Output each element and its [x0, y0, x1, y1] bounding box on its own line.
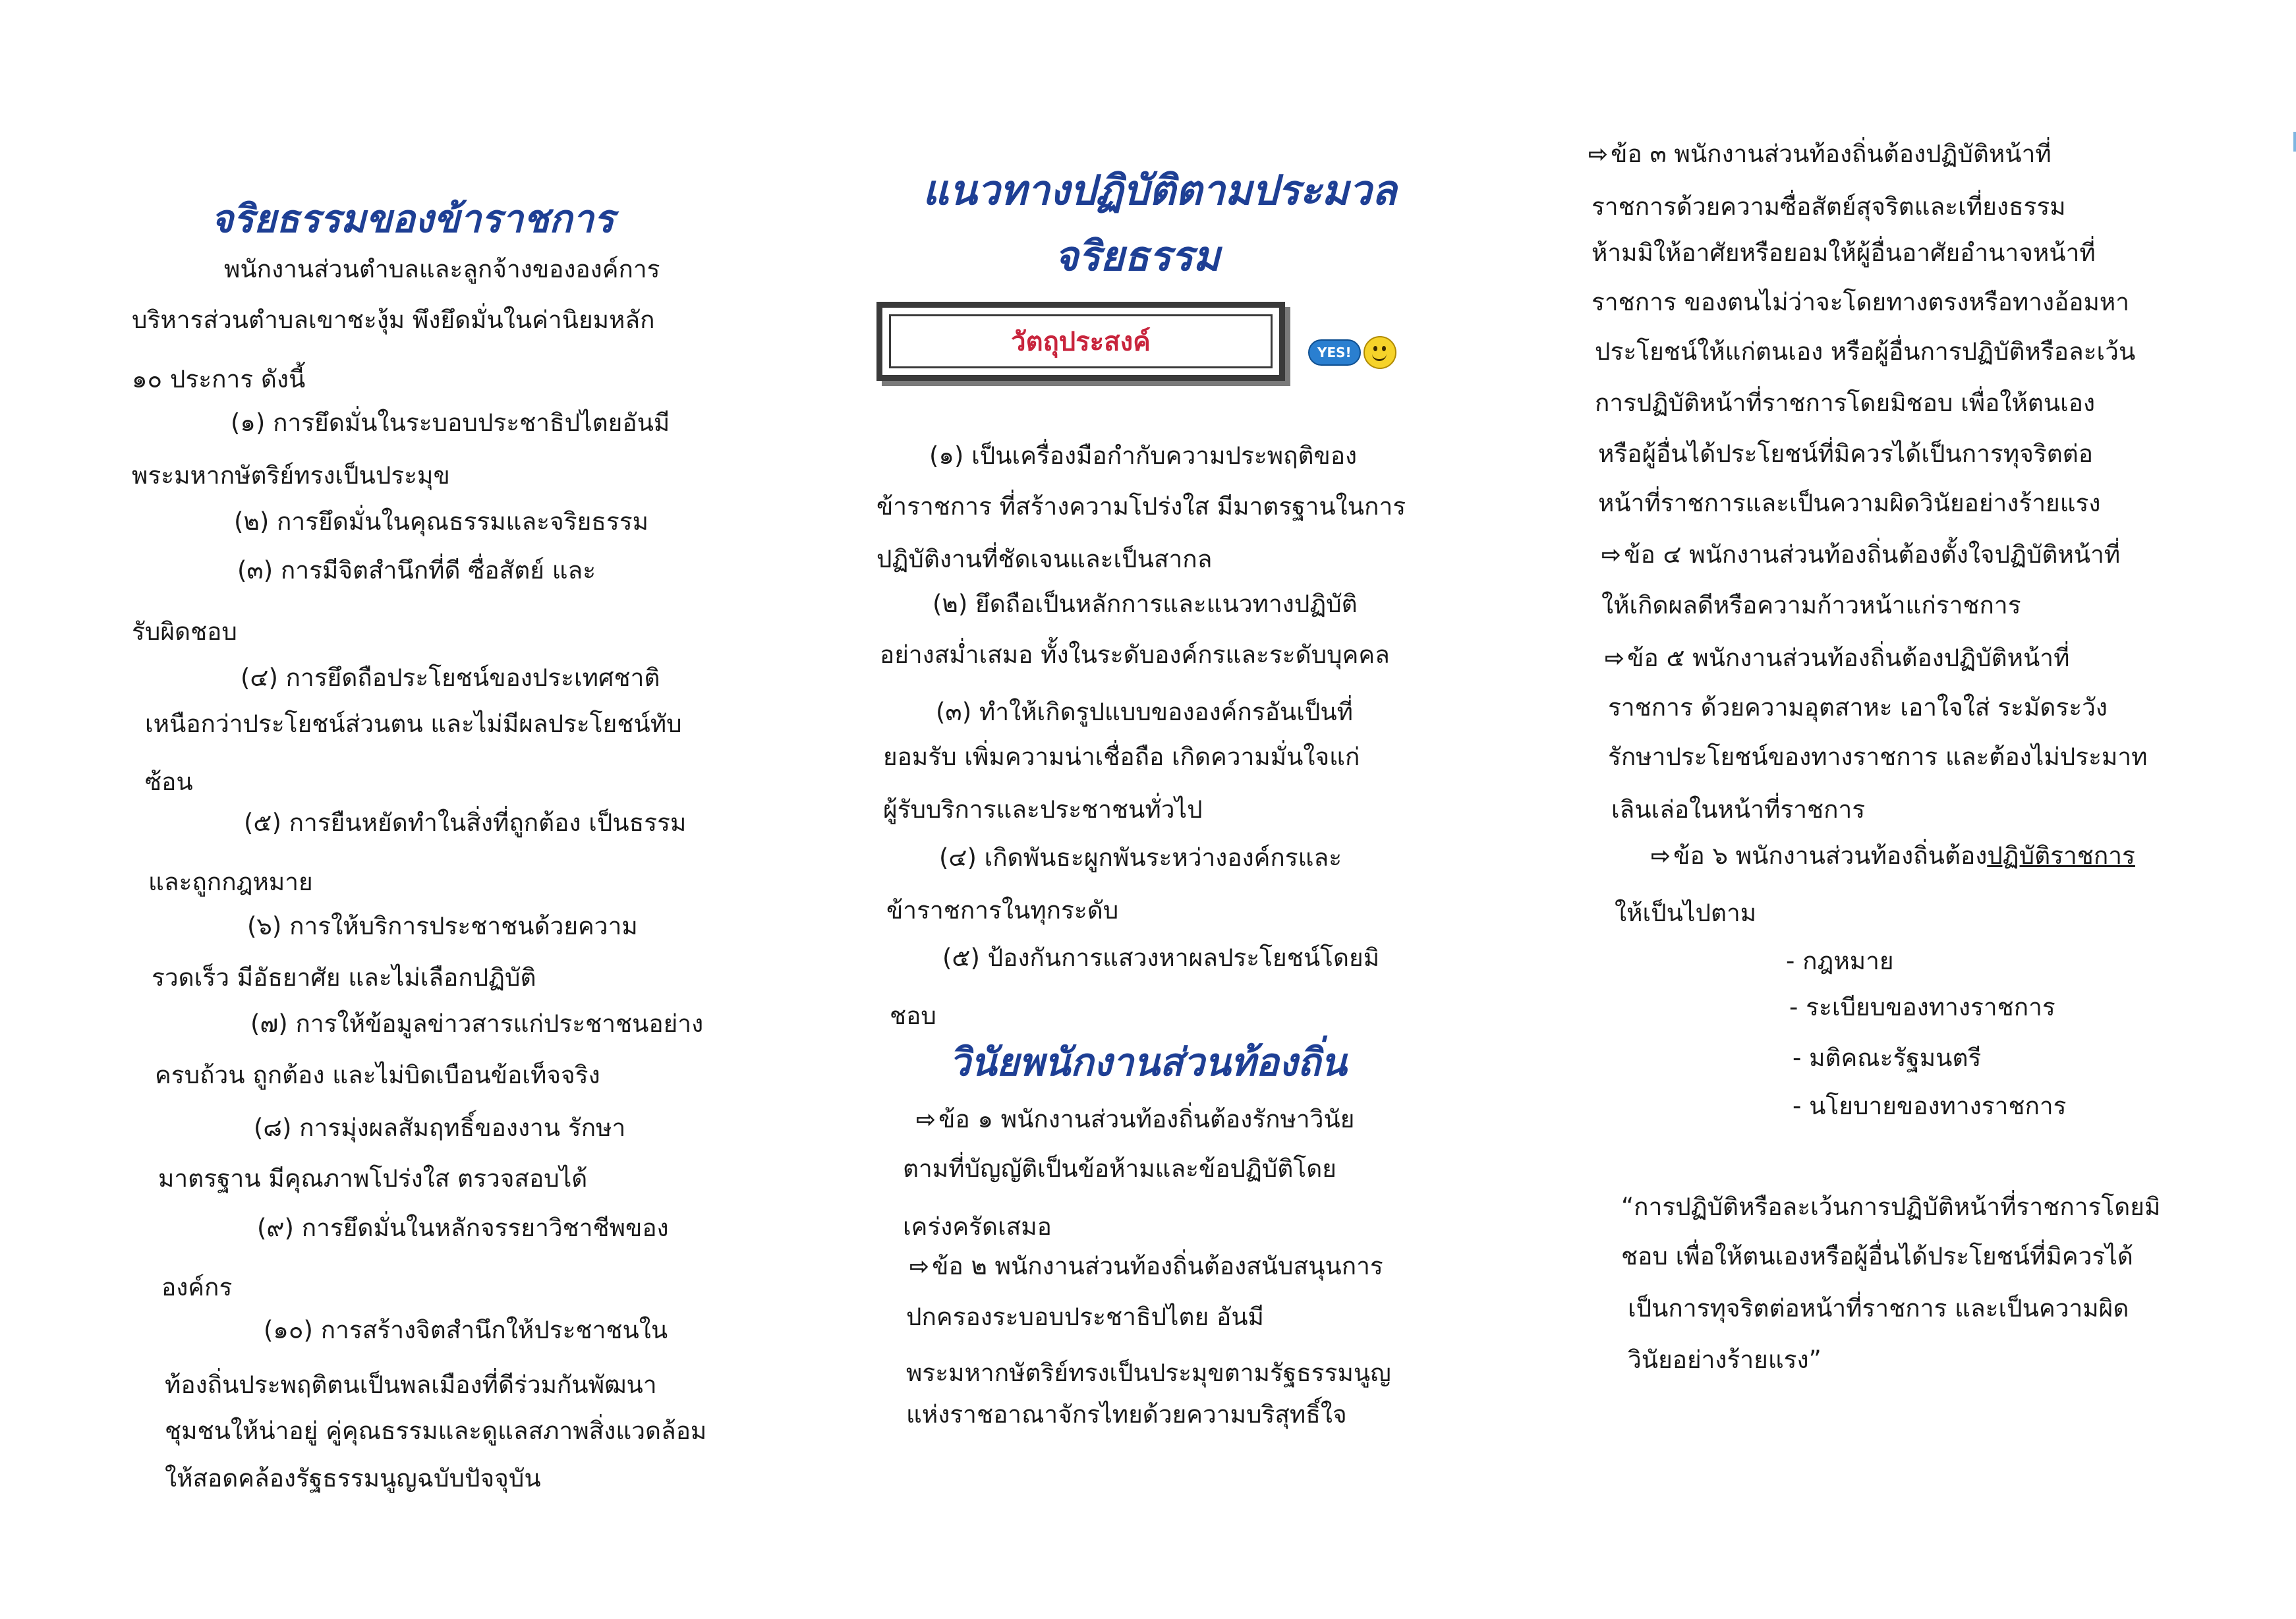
objective-box	[876, 302, 1285, 381]
arrow-right-icon: ⇨	[1651, 843, 1671, 870]
quote-line: เป็นการทุจริตต่อหน้าที่ราชการ และเป็นความผิด	[1628, 1294, 2129, 1322]
text-line: ราชการ ของตนไม่ว่าจะโดยทางตรงหรือทางอ้อมหา	[1592, 288, 2130, 316]
text-line: ซ้อน	[145, 768, 193, 796]
text-line: ปกครองระบอบประชาธิปไตย อันมี	[906, 1303, 1264, 1331]
arrow-right-icon: ⇨	[909, 1253, 930, 1280]
text-line: (๑) การยึดมั่นในระบอบประชาธิปไตยอันมี	[231, 409, 670, 437]
text-line: (๔) เกิดพันธะผูกพันระหว่างองค์กรและ	[939, 843, 1342, 872]
rule-text-underlined: ปฏิบัติราชการ	[1987, 841, 2135, 870]
text-line: พนักงานส่วนตำบลและลูกจ้างขององค์การ	[224, 255, 660, 283]
text-line: ให้เกิดผลดีหรือความก้าวหน้าแก่ราชการ	[1601, 591, 2021, 619]
text-line: (๖) การให้บริการประชาชนด้วยความ	[247, 912, 638, 940]
yes-smiley-badge	[1308, 336, 1396, 369]
quote-line: วินัยอย่างร้ายแรง”	[1628, 1346, 1822, 1374]
text-line: ผู้รับบริการและประชาชนทั่วไป	[883, 795, 1203, 824]
text-line: ตามที่บัญญัติเป็นข้อห้ามและข้อปฏิบัติโดย	[903, 1154, 1336, 1183]
rule-text: ข้อ ๑ พนักงานส่วนท้องถิ่นต้องรักษาวินัย	[938, 1105, 1355, 1133]
rule-text: ข้อ ๕ พนักงานส่วนท้องถิ่นต้องปฏิบัติหน้าที่	[1627, 644, 2070, 672]
text-line: รวดเร็ว มีอัธยาศัย และไม่เลือกปฏิบัติ	[152, 963, 536, 992]
text-line: ครบถ้วน ถูกต้อง และไม่บิดเบือนข้อเท็จจริง	[155, 1061, 600, 1089]
text-line: ราชการด้วยความซื่อสัตย์สุจริตและเที่ยงธรรม	[1592, 192, 2066, 221]
text-line: เคร่งครัดเสมอ	[903, 1212, 1052, 1241]
text-line: และถูกกฎหมาย	[148, 868, 313, 896]
text-line: เลินเล่อในหน้าที่ราชการ	[1611, 795, 1866, 824]
text-line: หรือผู้อื่นได้ประโยชน์ที่มิควรได้เป็นการทุจริตต่อ	[1598, 440, 2094, 468]
heading-guidelines-line1: แนวทางปฏิบัติตามประมวล	[923, 166, 1397, 214]
text-line	[1588, 138, 2052, 171]
smiley-icon	[1363, 336, 1396, 369]
objective-label: วัตถุประสงค์	[1011, 327, 1151, 357]
text-line: เหนือกว่าประโยชน์ส่วนตน และไม่มีผลประโยชน์ทับ	[145, 710, 682, 738]
page-edge-mark	[2293, 132, 2296, 152]
text-line: (๓) การมีจิตสำนึกที่ดี ซื่อสัตย์ และ	[237, 556, 596, 584]
text-line: ปฏิบัติงานที่ชัดเจนและเป็นสากล	[876, 545, 1213, 573]
text-line: ข้าราชการ ที่สร้างความโปร่งใส มีมาตรฐานในการ	[876, 492, 1406, 521]
quote-line: “การปฏิบัติหรือละเว้นการปฏิบัติหน้าที่ราชการโดยมิ	[1621, 1193, 2161, 1221]
text-line: ห้ามมิให้อาศัยหรือยอมให้ผู้อื่นอาศัยอำนาจหน้าที่	[1592, 239, 2096, 267]
arrow-right-icon: ⇨	[1605, 645, 1625, 672]
text-line: ประโยชน์ให้แก่ตนเอง หรือผู้อื่นการปฏิบัติหรือละเว้น	[1595, 337, 2136, 366]
column-discipline-continued	[1582, 0, 2175, 1619]
text-line	[1605, 642, 2069, 675]
text-line: บริหารส่วนตำบลเขาชะงุ้ม พึงยึดมั่นในค่านิยมหลัก	[132, 306, 655, 334]
text-line	[916, 1104, 1354, 1136]
heading-ethics: จริยธรรมของข้าราชการ	[211, 196, 615, 241]
rule-text: ข้อ ๒ พนักงานส่วนท้องถิ่นต้องสนับสนุนการ	[932, 1252, 1383, 1280]
heading-discipline: วินัยพนักงานส่วนท้องถิ่น	[949, 1040, 1347, 1085]
arrow-right-icon: ⇨	[916, 1106, 936, 1133]
text-line: (๘) การมุ่งผลสัมฤทธิ์ของงาน รักษา	[254, 1114, 626, 1142]
bullet-item: - นโยบายของทางราชการ	[1793, 1092, 2067, 1120]
column-guidelines	[876, 0, 1470, 1619]
text-line: รับผิดชอบ	[132, 617, 237, 646]
text-line: รักษาประโยชน์ของทางราชการ และต้องไม่ประมาท	[1608, 743, 2148, 771]
text-line: พระมหากษัตริย์ทรงเป็นประมุข	[132, 461, 450, 490]
text-line: พระมหากษัตริย์ทรงเป็นประมุขตามรัฐธรรมนูญ	[906, 1359, 1391, 1387]
text-line	[1601, 539, 2120, 571]
yes-bubble: YES!	[1308, 339, 1361, 366]
text-line: ๑๐ ประการ ดังนี้	[132, 365, 306, 393]
text-line: (๗) การให้ข้อมูลข่าวสารแก่ประชาชนอย่าง	[250, 1009, 704, 1038]
text-line: (๙) การยึดมั่นในหลักจรรยาวิชาชีพของ	[257, 1214, 669, 1242]
text-line: ให้เป็นไปตาม	[1615, 899, 1757, 927]
text-line	[1651, 840, 2135, 872]
text-line: องค์กร	[161, 1273, 233, 1301]
text-line: ข้าราชการในทุกระดับ	[886, 896, 1119, 924]
rule-text: ข้อ ๓ พนักงานส่วนท้องถิ่นต้องปฏิบัติหน้าที่	[1611, 140, 2052, 168]
text-line: ยอมรับ เพิ่มความน่าเชื่อถือ เกิดความมั่นใจแก่	[883, 743, 1360, 771]
text-line: มาตรฐาน มีคุณภาพโปร่งใส ตรวจสอบได้	[158, 1164, 588, 1193]
arrow-right-icon: ⇨	[1588, 141, 1609, 168]
text-line: (๕) ป้องกันการแสวงหาผลประโยชน์โดยมิ	[942, 944, 1380, 972]
text-line: (๒) ยึดถือเป็นหลักการและแนวทางปฏิบัติ	[933, 590, 1358, 618]
text-line	[909, 1251, 1383, 1283]
text-line: แห่งราชอาณาจักรไทยด้วยความบริสุทธิ์ใจ	[906, 1400, 1347, 1429]
text-line: (๒) การยึดมั่นในคุณธรรมและจริยธรรม	[234, 507, 648, 536]
heading-guidelines-line2: จริยธรรม	[1054, 232, 1220, 280]
text-line: หน้าที่ราชการและเป็นความผิดวินัยอย่างร้ายแรง	[1598, 489, 2101, 517]
column-ethics	[125, 0, 732, 1619]
text-line: (๑๐) การสร้างจิตสำนึกให้ประชาชนใน	[264, 1316, 668, 1344]
arrow-right-icon: ⇨	[1601, 542, 1622, 569]
text-line: (๕) การยืนหยัดทำในสิ่งที่ถูกต้อง เป็นธรรม	[244, 809, 687, 837]
text-line: (๑) เป็นเครื่องมือกำกับความประพฤติของ	[929, 441, 1358, 470]
bullet-item: - กฎหมาย	[1786, 947, 1894, 975]
text-line: ชุมชนให้น่าอยู่ คู่คุณธรรมและดูแลสภาพสิ่งแวดล้อม	[165, 1417, 707, 1445]
quote-line: ชอบ เพื่อให้ตนเองหรือผู้อื่นได้ประโยชน์ที่มิควรได้	[1621, 1242, 2133, 1270]
text-line: ให้สอดคล้องรัฐธรรมนูญฉบับปัจจุบัน	[165, 1464, 541, 1492]
text-line: (๔) การยึดถือประโยชน์ของประเทศชาติ	[241, 664, 660, 692]
text-line: การปฏิบัติหน้าที่ราชการโดยมิชอบ เพื่อให้ตนเอง	[1595, 389, 2096, 417]
text-line: ท้องถิ่นประพฤติตนเป็นพลเมืองที่ดีร่วมกันพัฒนา	[165, 1371, 657, 1399]
text-line: ราชการ ด้วยความอุตสาหะ เอาใจใส่ ระมัดระวัง	[1608, 693, 2108, 722]
text-line: (๓) ทำให้เกิดรูปแบบขององค์กรอันเป็นที่	[936, 698, 1354, 726]
rule-text: ข้อ ๔ พนักงานส่วนท้องถิ่นต้องตั้งใจปฏิบัติหน้าที่	[1624, 540, 2121, 569]
bullet-item: - ระเบียบของทางราชการ	[1789, 993, 2055, 1021]
text-line: อย่างสม่ำเสมอ ทั้งในระดับองค์กรและระดับบุคคล	[880, 640, 1390, 669]
objective-box-inner	[889, 314, 1273, 368]
text-line: ชอบ	[890, 1002, 936, 1030]
rule-text: ข้อ ๖ พนักงานส่วนท้องถิ่นต้อง	[1673, 841, 1988, 870]
bullet-item: - มติคณะรัฐมนตรี	[1793, 1044, 1982, 1072]
